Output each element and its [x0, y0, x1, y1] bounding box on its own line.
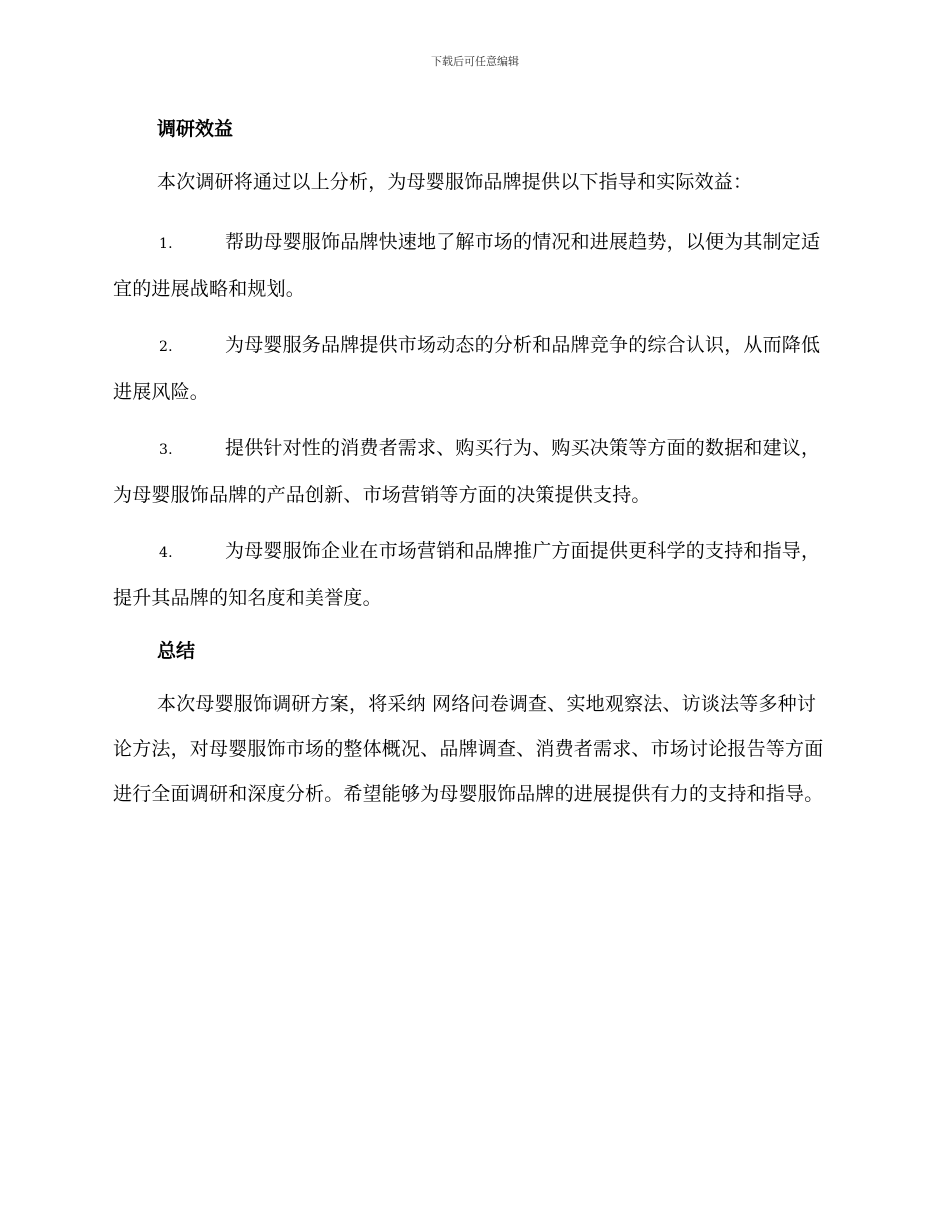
list-number: 4. — [159, 545, 173, 561]
list-number: 3. — [159, 442, 173, 458]
summary-paragraph: 本次母婴服饰调研方案，将采纳 网络问卷调查、实地观察法、访谈法等多种讨论方法，对母婴服饰市场的整体概况、品牌调查、消费者需求、市场讨论报告等方面进行全面调研和深度分析。希望能够为母婴服饰品牌的进展提供有力的支持和指导。 — [113, 693, 824, 805]
benefit-item-1 — [113, 220, 833, 312]
list-number: 1. — [159, 236, 173, 252]
list-item-text: 帮助母婴服饰品牌快速地了解市场的情况和进展趋势，以便为其制定适宜的进展战略和规划。 — [113, 231, 821, 300]
list-number: 2. — [159, 339, 173, 355]
list-item-text: 为母婴服饰企业在市场营销和品牌推广方面提供更科学的支持和指导，提升其品牌的知名度和美誉度。 — [113, 540, 821, 609]
benefits-intro-paragraph: 本次调研将通过以上分析，为母婴服饰品牌提供以下指导和实际效益： — [157, 171, 753, 193]
document-body — [113, 114, 833, 832]
benefit-item-4 — [113, 529, 833, 621]
page-header-note: 下载后可任意编辑 — [431, 55, 519, 68]
benefit-item-2 — [113, 323, 833, 415]
list-item-text: 为母婴服务品牌提供市场动态的分析和品牌竞争的综合认识，从而降低进展风险。 — [113, 334, 821, 403]
section-heading-benefits: 调研效益 — [157, 118, 234, 140]
list-item-text: 提供针对性的消费者需求、购买行为、购买决策等方面的数据和建议，为母婴服饰品牌的产品创新、市场营销等方面的决策提供支持。 — [113, 437, 821, 506]
section-heading-summary: 总结 — [157, 640, 196, 662]
benefit-item-3 — [113, 426, 833, 518]
